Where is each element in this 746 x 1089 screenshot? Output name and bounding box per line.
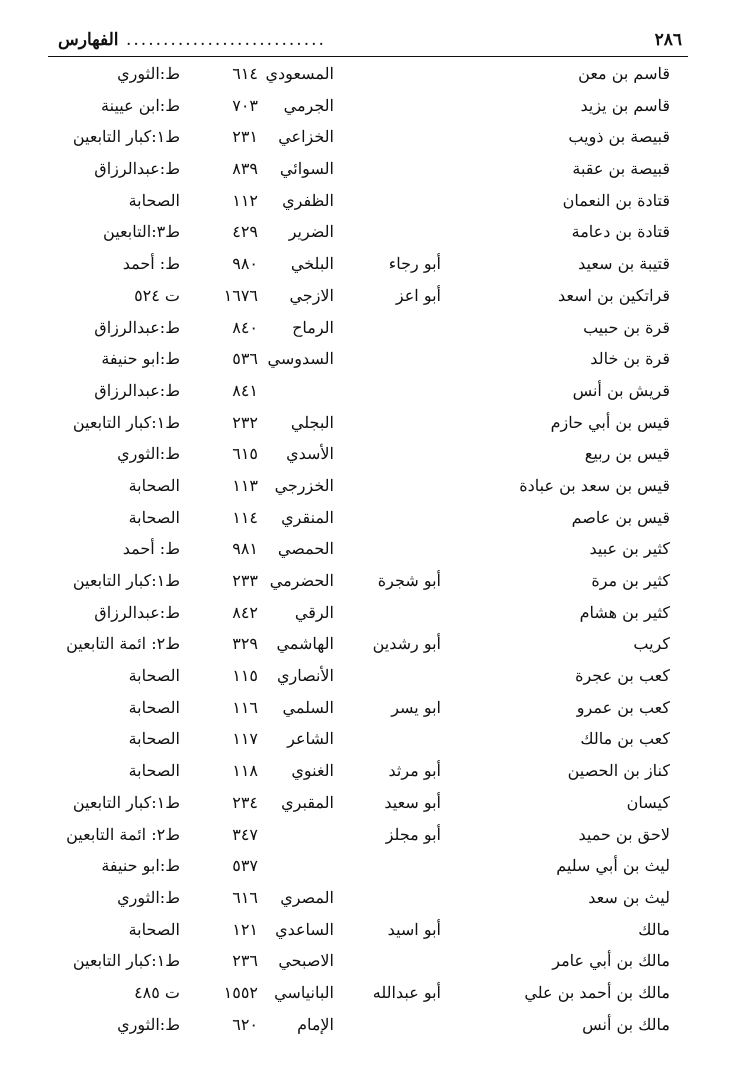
tabaqa: ط٣:التابعين xyxy=(103,222,180,242)
index-row xyxy=(0,630,746,662)
nisba: الأسدي xyxy=(286,444,334,464)
entry-number: ٦٢٠ xyxy=(232,1014,258,1034)
index-row xyxy=(0,250,746,282)
nisba: الحمصي xyxy=(277,539,334,559)
kunya: أبو عبدالله xyxy=(372,982,441,1002)
tabaqa: الصحابة xyxy=(128,919,180,939)
tabaqa: ط:الثوري xyxy=(117,1014,180,1034)
index-row xyxy=(0,757,746,789)
entry-number: ٨٤٠ xyxy=(232,317,258,337)
index-row xyxy=(0,567,746,599)
narrator-name: كثير بن هشام xyxy=(579,602,670,622)
index-row xyxy=(0,821,746,853)
entry-number: ٤٢٩ xyxy=(232,222,258,242)
nisba: الرقي xyxy=(294,602,334,622)
entry-number: ١١٧ xyxy=(232,729,258,749)
entry-number: ٢٣٣ xyxy=(232,571,258,590)
index-row xyxy=(0,60,746,92)
narrator-name: قيس بن عاصم xyxy=(571,507,670,527)
page-number: ٢٨٦ xyxy=(654,30,682,50)
nisba: الضرير xyxy=(288,222,334,242)
narrator-name: قيس بن ربيع xyxy=(584,444,670,464)
entry-number: ٣٤٧ xyxy=(232,824,258,844)
entry-number: ٣٢٩ xyxy=(232,634,258,654)
page-header xyxy=(48,28,688,58)
narrator-name: قيس بن سعد بن عبادة xyxy=(519,475,670,495)
nisba: الحضرمي xyxy=(269,571,334,590)
narrator-name: كيسان xyxy=(626,792,670,812)
narrator-name: ليث بن سعد xyxy=(588,887,670,907)
entry-number: ١١٨ xyxy=(232,761,258,781)
entry-number: ٦١٦ xyxy=(232,887,258,907)
tabaqa: الصحابة xyxy=(128,475,180,495)
tabaqa: الصحابة xyxy=(128,190,180,210)
tabaqa: ط١:كبار التابعين xyxy=(72,571,180,590)
nisba: الاصبحي xyxy=(278,951,334,971)
index-row xyxy=(0,440,746,472)
narrator-name: ليث بن أبي سليم xyxy=(556,856,670,876)
entry-number: ١١٣ xyxy=(232,475,258,495)
index-row xyxy=(0,694,746,726)
entry-number: ١١٤ xyxy=(232,507,258,527)
nisba: الشاعر xyxy=(287,729,334,749)
tabaqa: ط:ابن عيينة xyxy=(101,95,180,115)
entry-number: ١١٦ xyxy=(232,697,258,717)
index-row xyxy=(0,979,746,1011)
entry-number: ٢٣٢ xyxy=(232,412,258,432)
index-row xyxy=(0,345,746,377)
entry-number: ٩٨٠ xyxy=(232,254,258,274)
narrator-name: قتادة بن دعامة xyxy=(571,222,670,242)
kunya: أبو مجلز xyxy=(385,824,441,844)
index-row xyxy=(0,789,746,821)
narrator-name: كعب بن مالك xyxy=(580,729,670,749)
tabaqa: ط:الثوري xyxy=(117,444,180,464)
tabaqa: ط١:كبار التابعين xyxy=(72,127,180,147)
index-row xyxy=(0,599,746,631)
entry-number: ٥٣٦ xyxy=(232,349,258,369)
index-row xyxy=(0,947,746,979)
nisba: الأنصاري xyxy=(276,666,334,686)
narrator-name: قرة بن حبيب xyxy=(583,317,670,337)
narrator-name: كريب xyxy=(633,634,670,654)
narrator-name: قاسم بن يزيد xyxy=(580,95,670,115)
entry-number: ٨٣٩ xyxy=(232,159,258,179)
nisba: الهاشمي xyxy=(276,634,334,654)
tabaqa: ط:عبدالرزاق xyxy=(94,159,180,179)
header-rule xyxy=(48,56,688,57)
leader-dots: ........................... xyxy=(126,30,326,50)
index-row xyxy=(0,123,746,155)
tabaqa: ط١:كبار التابعين xyxy=(72,951,180,971)
entry-number: ١٦٧٦ xyxy=(223,285,258,305)
narrator-name: مالك بن أبي عامر xyxy=(552,951,670,971)
index-row xyxy=(0,282,746,314)
tabaqa: ط٢: ائمة التابعين xyxy=(66,824,180,844)
narrator-name: كعب بن عجرة xyxy=(575,666,670,686)
index-row xyxy=(0,725,746,757)
tabaqa: ط:الثوري xyxy=(117,887,180,907)
kunya: أبو مرثد xyxy=(388,761,441,781)
kunya: أبو رجاء xyxy=(388,254,441,274)
nisba: الجرمي xyxy=(283,95,334,115)
narrator-name: لاحق بن حميد xyxy=(578,824,670,844)
nisba: السوائي xyxy=(279,159,334,179)
narrator-name: قاسم بن معن xyxy=(578,64,670,83)
index-row xyxy=(0,92,746,124)
entry-number: ٢٣١ xyxy=(232,127,258,147)
tabaqa: ط١:كبار التابعين xyxy=(72,412,180,432)
narrator-name: كثير بن مرة xyxy=(591,571,670,590)
index-row xyxy=(0,504,746,536)
entry-number: ٧٠٣ xyxy=(232,95,258,115)
tabaqa: ط:عبدالرزاق xyxy=(94,317,180,337)
nisba: البجلي xyxy=(290,412,334,432)
narrator-name: قبيصة بن ذويب xyxy=(568,127,670,147)
entry-number: ٨٤١ xyxy=(232,380,258,400)
index-row xyxy=(0,916,746,948)
index-row xyxy=(0,409,746,441)
kunya: ابو يسر xyxy=(391,697,441,717)
nisba: الظفري xyxy=(282,190,334,210)
narrator-name: قراتكين بن اسعد xyxy=(558,285,670,305)
nisba: الازجي xyxy=(289,285,334,305)
nisba: البلخي xyxy=(290,254,334,274)
entry-number: ٥٣٧ xyxy=(232,856,258,876)
entry-number: ٢٣٦ xyxy=(232,951,258,971)
nisba: المنقري xyxy=(281,507,334,527)
entry-number: ١٥٥٢ xyxy=(223,982,258,1002)
tabaqa: ط:عبدالرزاق xyxy=(94,380,180,400)
narrator-name: كناز بن الحصين xyxy=(567,761,670,781)
nisba: المقبري xyxy=(281,792,334,812)
narrator-name: كعب بن عمرو xyxy=(576,697,670,717)
narrator-name: مالك بن أنس xyxy=(582,1014,670,1034)
entry-number: ٦١٥ xyxy=(232,444,258,464)
index-row xyxy=(0,377,746,409)
entry-number: ١١٥ xyxy=(232,666,258,686)
entry-number: ٦١٤ xyxy=(232,64,258,83)
index-row xyxy=(0,187,746,219)
nisba: الإمام xyxy=(297,1014,334,1034)
index-row xyxy=(0,314,746,346)
tabaqa: ط: أحمد xyxy=(122,539,180,559)
section-title: الفهارس xyxy=(58,30,119,50)
index-row xyxy=(0,472,746,504)
narrator-name: كثير بن عبيد xyxy=(589,539,670,559)
kunya: أبو اعز xyxy=(395,285,441,305)
index-row xyxy=(0,535,746,567)
nisba: الخزرجي xyxy=(274,475,334,495)
tabaqa: ط: أحمد xyxy=(122,254,180,274)
narrator-name: مالك بن أحمد بن علي xyxy=(524,982,670,1002)
kunya: أبو رشدين xyxy=(372,634,441,654)
index-row xyxy=(0,852,746,884)
narrator-name: قتيبة بن سعيد xyxy=(578,254,670,274)
nisba: الخزاعي xyxy=(278,127,334,147)
entry-number: ٩٨١ xyxy=(232,539,258,559)
tabaqa: ط٢: ائمة التابعين xyxy=(66,634,180,654)
tabaqa: ط:الثوري xyxy=(117,64,180,83)
entry-number: ١٢١ xyxy=(232,919,258,939)
nisba: الرماح xyxy=(292,317,334,337)
tabaqa: ط:عبدالرزاق xyxy=(94,602,180,622)
nisba: المسعودي xyxy=(265,64,334,83)
tabaqa: الصحابة xyxy=(128,729,180,749)
entry-number: ١١٢ xyxy=(232,190,258,210)
index-row xyxy=(0,1011,746,1043)
tabaqa: ت ٥٢٤ xyxy=(134,285,180,305)
narrator-name: قريش بن أنس xyxy=(572,380,670,400)
kunya: أبو اسيد xyxy=(387,919,441,939)
narrator-name: مالك xyxy=(638,919,670,939)
kunya: أبو سعيد xyxy=(384,792,441,812)
index-row xyxy=(0,218,746,250)
narrator-name: قتادة بن النعمان xyxy=(562,190,670,210)
index-row xyxy=(0,155,746,187)
index-row xyxy=(0,884,746,916)
tabaqa: ط١:كبار التابعين xyxy=(72,792,180,812)
nisba: المصري xyxy=(280,887,334,907)
entry-number: ٨٤٢ xyxy=(232,602,258,622)
tabaqa: ط:ابو حنيفة xyxy=(101,856,180,876)
nisba: السلمي xyxy=(282,697,334,717)
kunya: أبو شجرة xyxy=(377,571,441,590)
narrator-name: قيس بن أبي حازم xyxy=(550,412,670,432)
nisba: البانياسي xyxy=(274,982,334,1002)
tabaqa: الصحابة xyxy=(128,666,180,686)
nisba: الساعدي xyxy=(275,919,334,939)
narrator-name: قرة بن خالد xyxy=(590,349,670,369)
nisba: السدوسي xyxy=(267,349,334,369)
tabaqa: الصحابة xyxy=(128,697,180,717)
tabaqa: ت ٤٨٥ xyxy=(134,982,180,1002)
narrator-name: قبيصة بن عقبة xyxy=(572,159,670,179)
index-row xyxy=(0,662,746,694)
tabaqa: الصحابة xyxy=(128,507,180,527)
entry-number: ٢٣٤ xyxy=(232,792,258,812)
index-list xyxy=(0,60,746,1042)
tabaqa: ط:ابو حنيفة xyxy=(101,349,180,369)
tabaqa: الصحابة xyxy=(128,761,180,781)
nisba: الغنوي xyxy=(291,761,334,781)
